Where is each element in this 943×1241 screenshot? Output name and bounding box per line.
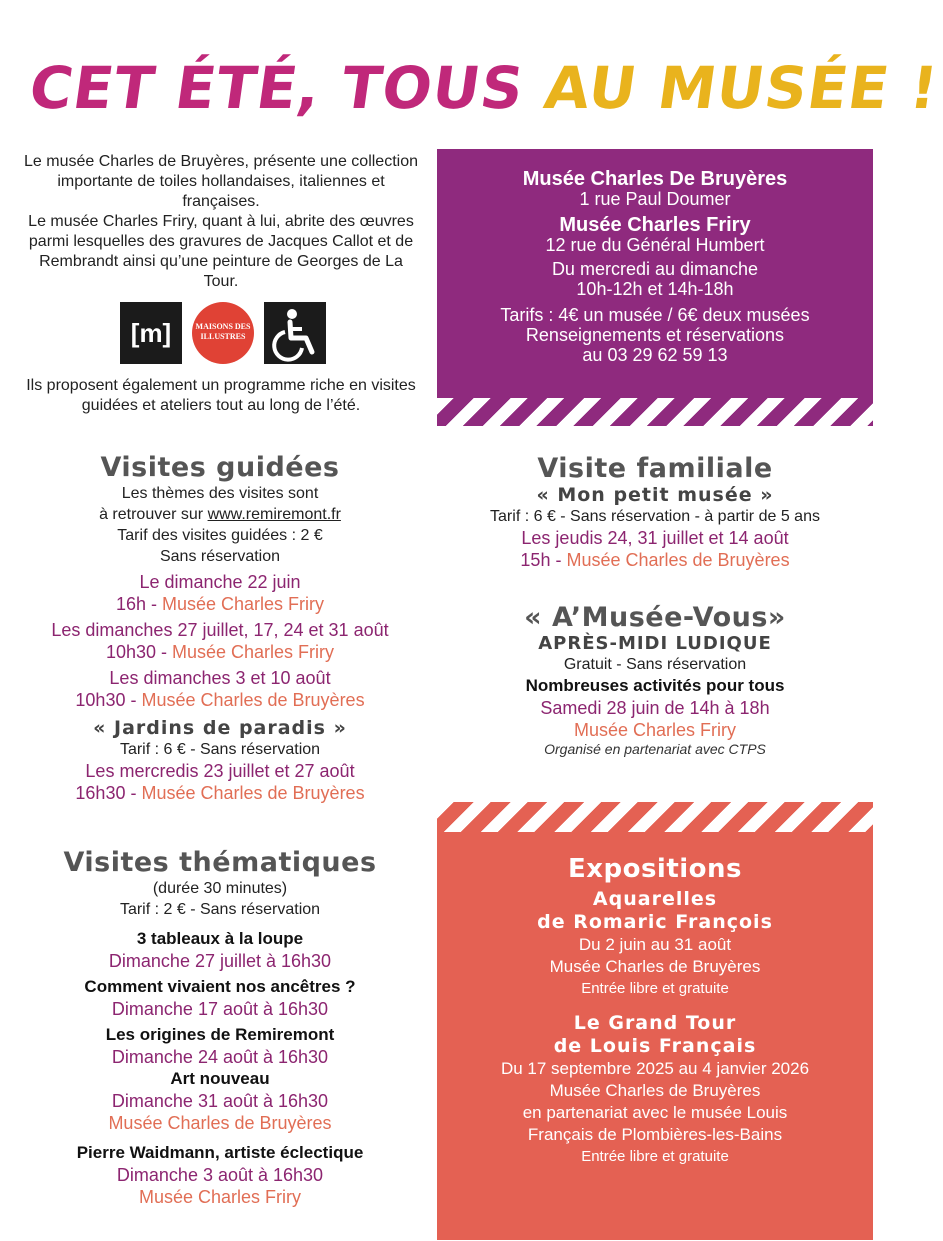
intro-p3: Ils proposent également un programme riche en visites guidées et ateliers tout au long de l’été. xyxy=(26,377,416,414)
guided-l4: Sans réservation xyxy=(159,548,281,565)
expo-2-title-a: Le Grand Tour xyxy=(573,1012,737,1034)
thematic-duration: (durée 30 minutes) xyxy=(152,880,288,897)
guided-section xyxy=(10,452,430,804)
intro-p2: Le musée Charles Friry, quant à lui, abrite des œuvres parmi lesquelles des gravures de Jacques Callot et de Rembrandt ainsi qu’une peinture de Georges de La Tour. xyxy=(28,213,414,290)
thematic-t2: Comment vivaient nos ancêtres ? xyxy=(84,977,356,996)
museum-logo xyxy=(120,302,182,364)
maisons-logo-text: MAISONS DES ILLUSTRES xyxy=(195,322,251,341)
tarifs: Tarifs : 4€ un musée / 6€ deux musées xyxy=(500,305,810,325)
expo-2-partner-1: en partenariat avec le musée Louis xyxy=(522,1103,788,1122)
amusee-date: Samedi 28 juin de 14h à 18h xyxy=(540,698,770,718)
info-box xyxy=(437,149,873,426)
familial-title: Visite familiale xyxy=(537,453,773,484)
amusee-bold: Nombreuses activités pour tous xyxy=(525,676,785,695)
thematic-t5: Pierre Waidmann, artiste éclectique xyxy=(76,1143,364,1162)
museum-logo-text: [m] xyxy=(130,318,172,348)
thematic-title: Visites thématiques xyxy=(63,847,377,878)
guided-title: Visites guidées xyxy=(100,452,340,483)
thematic-t1: 3 tableaux à la loupe xyxy=(136,929,304,948)
guided-l2a: à retrouver sur xyxy=(99,506,208,523)
amusee-note: Organisé en partenariat avec CTPS xyxy=(544,741,766,757)
wheelchair-icon xyxy=(264,302,326,364)
intro-p1: Le musée Charles de Bruyères, présente une collection importante de toiles hollandaises, italiennes et françaises. xyxy=(24,153,418,210)
title-part-1: CET ÉTÉ, TOUS xyxy=(25,54,529,122)
guided-d2: Les dimanches 27 juillet, 17, 24 et 31 août xyxy=(51,620,389,640)
museum-2-address: 12 rue du Général Humbert xyxy=(545,235,765,255)
guided-l1: Les thèmes des visites sont xyxy=(121,485,319,502)
opening-hours: 10h-12h et 14h-18h xyxy=(576,279,734,299)
expo-2-title-b: de Louis Français xyxy=(553,1035,757,1057)
jardins-title: « Jardins de paradis » xyxy=(93,717,347,739)
thematic-tarif: Tarif : 2 € - Sans réservation xyxy=(119,901,321,918)
expo-1-title-b: de Romaric François xyxy=(537,911,773,933)
jardins-dates: Les mercredis 23 juillet et 27 août xyxy=(85,761,355,781)
thematic-t5-date: Dimanche 3 août à 16h30 xyxy=(116,1165,324,1185)
title-part-2: AU MUSÉE ! xyxy=(540,54,943,122)
expo-2-partner-2: Français de Plombières-les-Bains xyxy=(527,1125,783,1144)
thematic-t4-place: Musée Charles de Bruyères xyxy=(108,1113,332,1133)
guided-l2 xyxy=(10,504,430,525)
guided-d1-time: 16h - Musée Charles Friry xyxy=(115,594,325,614)
familial-dates: Les jeudis 24, 31 juillet et 14 août xyxy=(521,528,789,548)
familial-tarif: Tarif : 6 € - Sans réservation - à partir de 5 ans xyxy=(490,508,820,525)
familial-time: 15h - Musée Charles de Bruyères xyxy=(520,550,790,570)
thematic-t4: Art nouveau xyxy=(170,1069,270,1088)
intro-text xyxy=(22,152,420,292)
thematic-t3-date: Dimanche 24 août à 16h30 xyxy=(111,1047,329,1067)
phone: au 03 29 62 59 13 xyxy=(582,345,728,365)
guided-d1: Le dimanche 22 juin xyxy=(139,572,301,592)
expo-1-dates: Du 2 juin au 31 août xyxy=(578,935,732,954)
thematic-t1-date: Dimanche 27 juillet à 16h30 xyxy=(108,951,332,971)
amusee-title: « A’Musée-Vous» xyxy=(524,602,786,633)
expo-box xyxy=(437,802,873,1240)
guided-d2-time: 10h30 - Musée Charles Friry xyxy=(105,642,335,662)
museum-2-name: Musée Charles Friry xyxy=(559,214,751,236)
website-link[interactable]: www.remiremont.fr xyxy=(207,506,341,523)
familial-sub: « Mon petit musée » xyxy=(536,484,774,506)
expo-1-free: Entrée libre et gratuite xyxy=(581,980,729,997)
logos xyxy=(120,302,330,366)
expo-2-free: Entrée libre et gratuite xyxy=(581,1148,729,1165)
thematic-t2-date: Dimanche 17 août à 16h30 xyxy=(111,999,329,1019)
thematic-t5-place: Musée Charles Friry xyxy=(138,1187,302,1207)
stripes-decoration xyxy=(437,398,873,426)
amusee-place: Musée Charles Friry xyxy=(573,720,737,740)
maisons-des-illustres-logo xyxy=(192,302,254,364)
thematic-t3: Les origines de Remiremont xyxy=(105,1025,335,1044)
familial-section xyxy=(440,453,870,571)
page-title xyxy=(25,54,943,134)
expo-title: Expositions xyxy=(567,854,743,884)
expo-1-title-a: Aquarelles xyxy=(592,888,718,910)
contact-label: Renseignements et réservations xyxy=(525,325,785,345)
amusee-sub: APRÈS-MIDI LUDIQUE xyxy=(538,633,772,654)
museum-1-address: 1 rue Paul Doumer xyxy=(579,189,731,209)
jardins-time: 16h30 - Musée Charles de Bruyères xyxy=(75,783,365,803)
opening-days: Du mercredi au dimanche xyxy=(551,259,759,279)
guided-d3-time: 10h30 - Musée Charles de Bruyères xyxy=(75,690,365,710)
thematic-t4-date: Dimanche 31 août à 16h30 xyxy=(111,1091,329,1111)
amusee-tarif: Gratuit - Sans réservation xyxy=(563,656,747,673)
expo-2-dates: Du 17 septembre 2025 au 4 janvier 2026 xyxy=(500,1059,810,1078)
jardins-tarif: Tarif : 6 € - Sans réservation xyxy=(119,741,321,758)
museum-1-name: Musée Charles De Bruyères xyxy=(522,168,788,190)
guided-d3: Les dimanches 3 et 10 août xyxy=(109,668,331,688)
stripes-decoration xyxy=(437,802,873,832)
expo-2-place: Musée Charles de Bruyères xyxy=(549,1081,761,1100)
thematic-section xyxy=(10,847,430,1208)
amusee-section xyxy=(440,602,870,757)
expo-1-place: Musée Charles de Bruyères xyxy=(549,957,761,976)
guided-l3: Tarif des visites guidées : 2 € xyxy=(117,527,323,544)
